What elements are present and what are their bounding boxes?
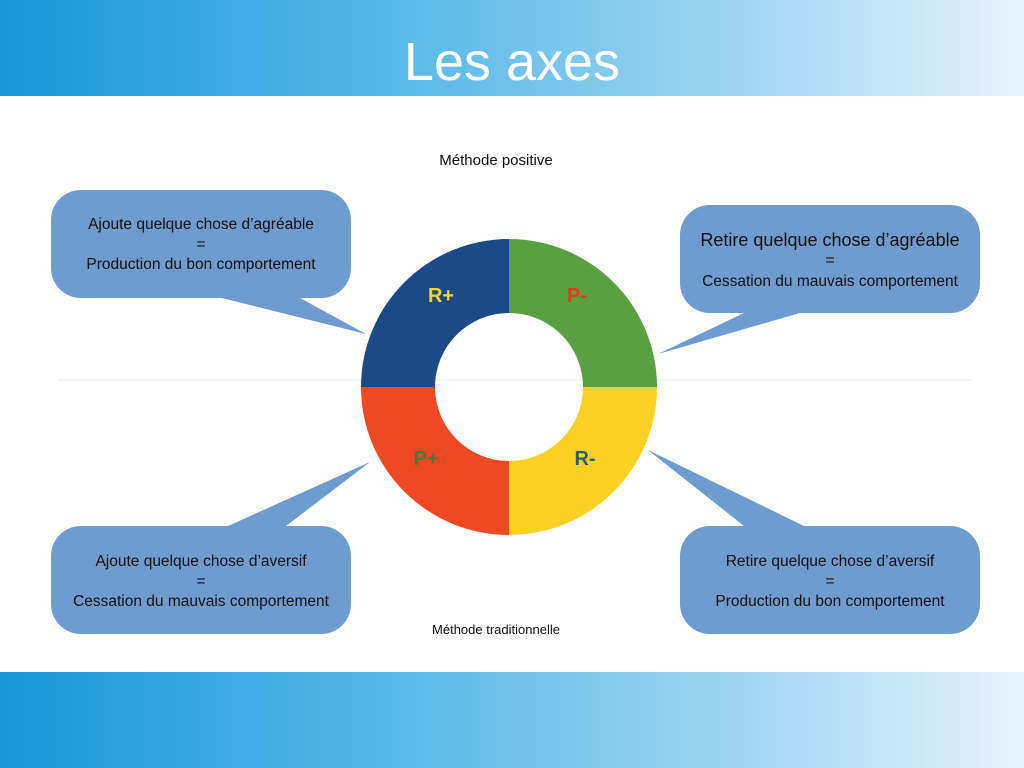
bubble-equals: = — [196, 236, 206, 253]
quadrant-label-p-minus: P- — [567, 285, 587, 307]
bubble-equals: = — [825, 252, 835, 269]
bubble-equals: = — [196, 573, 206, 590]
bubble-line: Cessation du mauvais comportement — [702, 273, 958, 290]
bubble-bottom-right-text — [680, 552, 980, 612]
bubble-top-right-text — [680, 229, 980, 293]
quadrant-r-plus — [361, 239, 509, 387]
bubble-line: Production du bon comportement — [86, 256, 316, 273]
bubble-line: Retire quelque chose d’agréable — [700, 230, 960, 250]
bubble-bottom-right-pointer — [648, 450, 804, 526]
bubble-top-left-text — [52, 215, 350, 275]
quadrant-label-r-plus: R+ — [427, 285, 455, 307]
bubble-top-left-pointer — [222, 298, 366, 334]
quadrant-label-r-minus: R- — [574, 448, 596, 470]
bubble-top-right-pointer — [658, 313, 800, 354]
bubble-bottom-left-pointer — [228, 462, 370, 526]
bubble-line: Retire quelque chose d’aversif — [725, 553, 935, 570]
axis-label-positive: Méthode positive — [439, 152, 553, 169]
quadrant-p-minus — [509, 239, 657, 387]
slide-title: Les axes — [403, 32, 621, 92]
axis-label-traditional: Méthode traditionnelle — [432, 622, 560, 637]
bubble-line: Production du bon comportement — [715, 593, 945, 610]
bubble-equals: = — [825, 573, 835, 590]
bubble-bottom-left-text — [51, 552, 351, 612]
bubble-line: Cessation du mauvais comportement — [73, 593, 329, 610]
bubble-line: Ajoute quelque chose d’agréable — [88, 216, 314, 233]
bubble-line: Ajoute quelque chose d’aversif — [95, 553, 307, 570]
quadrant-label-p-plus: P+ — [413, 448, 439, 470]
